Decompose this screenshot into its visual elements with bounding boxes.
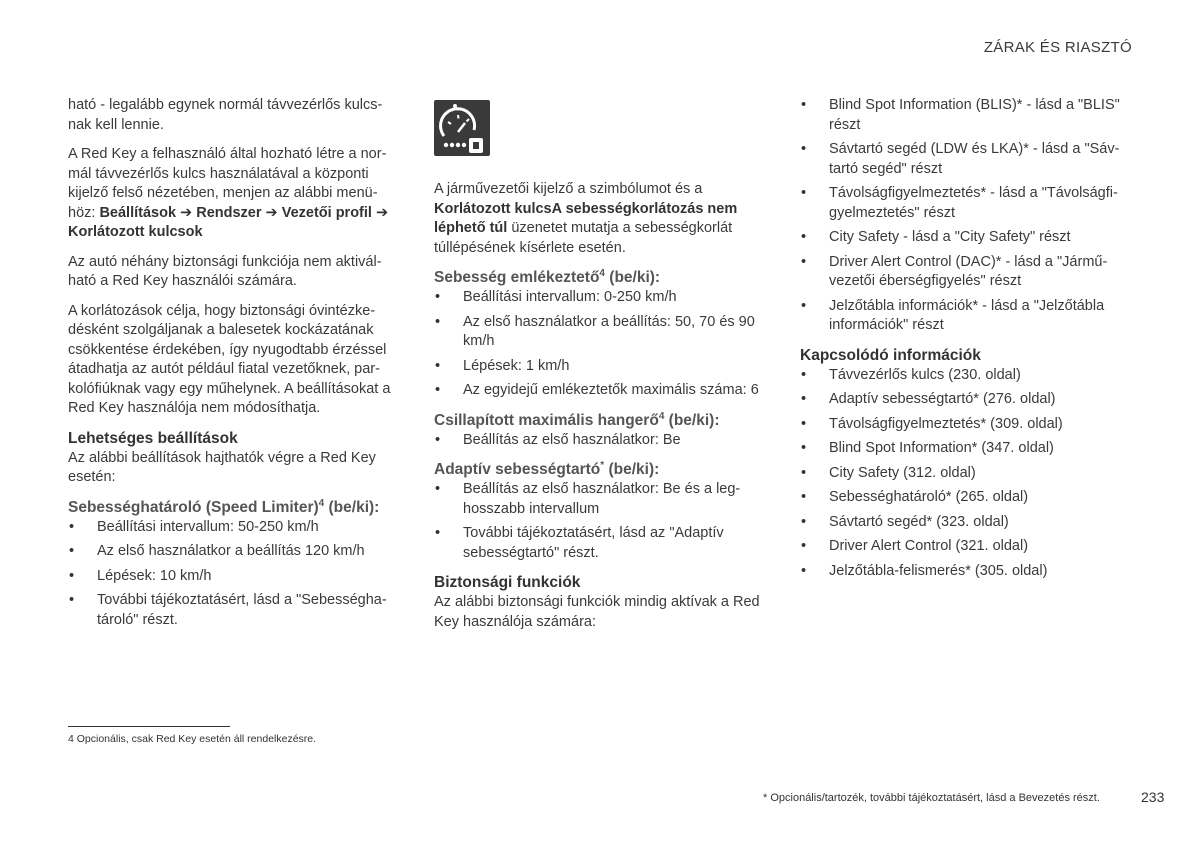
page-number: 233 — [1141, 789, 1165, 805]
paragraph — [68, 145, 398, 243]
related-link[interactable]: • Driver Alert Control (321. oldal) — [800, 537, 1135, 557]
heading-safety-functions: Biztonsági funkciók — [434, 574, 581, 591]
list-item: • City Safety - lásd a "City Safety" részt — [800, 228, 1135, 248]
paragraph: Az alábbi biztonsági funkciók mindig aktívak a Red Key használója számára: — [434, 594, 760, 630]
paragraph: A korlátozások célja, hogy biztonsági óvintézke-désként szolgáljanak a balesetek kockázatának csökkentése érdekében, így nyugodtabb érzéssel átadhatja az autót például fiatal vezetőknek, par-kolófiúknak vagy egy műhelynek. A beállításokat a Red Key használója nem módosíthatja. — [68, 302, 391, 416]
heading-volume: Csillapított maximális hangerő$^4$ (be/ki): — [434, 410, 720, 429]
heading-related-info: Kapcsolódó információk — [800, 346, 981, 364]
list-item: • Blind Spot Information (BLIS)* - lásd a "BLIS" részt — [800, 96, 1135, 135]
heading-adaptive-cruise: Adaptív sebességtartó* (be/ki): — [434, 459, 660, 478]
list-item: • Beállítási intervallum: 50-250 km/h — [68, 518, 398, 538]
adaptive-cruise-list — [434, 480, 769, 563]
related-link[interactable]: • Távvezérlős kulcs (230. oldal) — [800, 366, 1135, 386]
column-2 — [434, 96, 769, 642]
paragraph-text: A Red Key a felhasználó által hozható létre a nor-mál távvezérlős kulcs használatával a központi kijelző felső nézetében, menjen az alábbi menü-höz: — [68, 146, 387, 221]
volume-list — [434, 431, 769, 451]
section-header: ZÁRAK ÉS RIASZTÓ — [983, 39, 1132, 56]
column-3 — [800, 96, 1135, 587]
list-item: • Távolságfigyelmeztetés* - lásd a "Távolságfi-gyelmeztetés" részt — [800, 184, 1135, 223]
related-link[interactable]: • City Safety (312. oldal) — [800, 464, 1135, 484]
list-item: • Beállítási intervallum: 0-250 km/h — [434, 288, 769, 308]
column-1 — [68, 96, 398, 636]
list-item: • További tájékoztatásért, lásd a "Sebességha-tároló" részt. — [68, 591, 398, 630]
footnote-divider — [68, 726, 230, 727]
footnote: 4 Opcionális, csak Red Key esetén áll rendelkezésre. — [68, 733, 317, 745]
speed-reminder-list — [434, 288, 769, 401]
list-item: • Beállítás az első használatkor: Be és a leg-hosszabb intervallum — [434, 480, 769, 519]
speed-limit-key-icon — [434, 100, 490, 156]
paragraph: A járművezetői kijelző a szimbólumot és a Korlátozott kulcsA sebességkorlátozás nem léphető túl üzenetet mutatja a sebességkorlát túllépésének kísérlete esetén. — [434, 181, 738, 256]
related-link[interactable]: • Adaptív sebességtartó* (276. oldal) — [800, 390, 1135, 410]
list-item: • Az első használatkor a beállítás 120 km/h — [68, 542, 398, 562]
safety-functions-list — [800, 96, 1135, 336]
list-item: • Sávtartó segéd (LDW és LKA)* - lásd a "Sáv-tartó segéd" részt — [800, 140, 1135, 179]
list-item: • Beállítás az első használatkor: Be — [434, 431, 769, 451]
heading-settings: Lehetséges beállítások — [68, 429, 238, 447]
related-info-list — [800, 366, 1135, 582]
paragraph: Az autó néhány biztonsági funkciója nem aktivál-ható a Red Key használói számára. — [68, 253, 382, 289]
menu-path: Beállítások ➔ Rendszer ➔ Vezetői profil ➔ Korlátozott kulcsok — [68, 204, 389, 240]
list-item: • Driver Alert Control (DAC)* - lásd a "Jármű-vezetői éberségfigyelés" részt — [800, 253, 1135, 292]
list-item: • Lépések: 10 km/h — [68, 567, 398, 587]
list-item: • Az első használatkor a beállítás: 50, 70 és 90 km/h — [434, 313, 769, 352]
list-item: • Jelzőtábla információk* - lásd a "Jelzőtábla információk" részt — [800, 297, 1135, 336]
related-link[interactable]: • Távolságfigyelmeztetés* (309. oldal) — [800, 415, 1135, 435]
related-link[interactable]: • Sebességhatároló* (265. oldal) — [800, 488, 1135, 508]
heading-speed-reminder: Sebesség emlékeztető$^4$ (be/ki): — [434, 267, 661, 286]
related-link[interactable]: • Jelzőtábla-felismerés* (305. oldal) — [800, 562, 1135, 582]
paragraph: Az alábbi beállítások hajthatók végre a Red Key esetén: — [68, 449, 376, 485]
speed-limiter-list — [68, 518, 398, 631]
page-footer-note: * Opcionális/tartozék, további tájékoztatásért, lásd a Bevezetés részt. — [763, 792, 1100, 804]
list-item: • További tájékoztatásért, lásd az "Adaptív sebességtartó" részt. — [434, 524, 769, 563]
paragraph: ható - legalább egynek normál távvezérlős kulcs-nak kell lennie. — [68, 97, 383, 133]
related-link[interactable]: • Sávtartó segéd* (323. oldal) — [800, 513, 1135, 533]
heading-speed-limiter: Sebességhatároló (Speed Limiter)$^4$ (be/ki): — [68, 497, 380, 516]
related-link[interactable]: • Blind Spot Information* (347. oldal) — [800, 439, 1135, 459]
list-item: • Lépések: 1 km/h — [434, 357, 769, 377]
list-item: • Az egyidejű emlékeztetők maximális száma: 6 — [434, 381, 769, 401]
